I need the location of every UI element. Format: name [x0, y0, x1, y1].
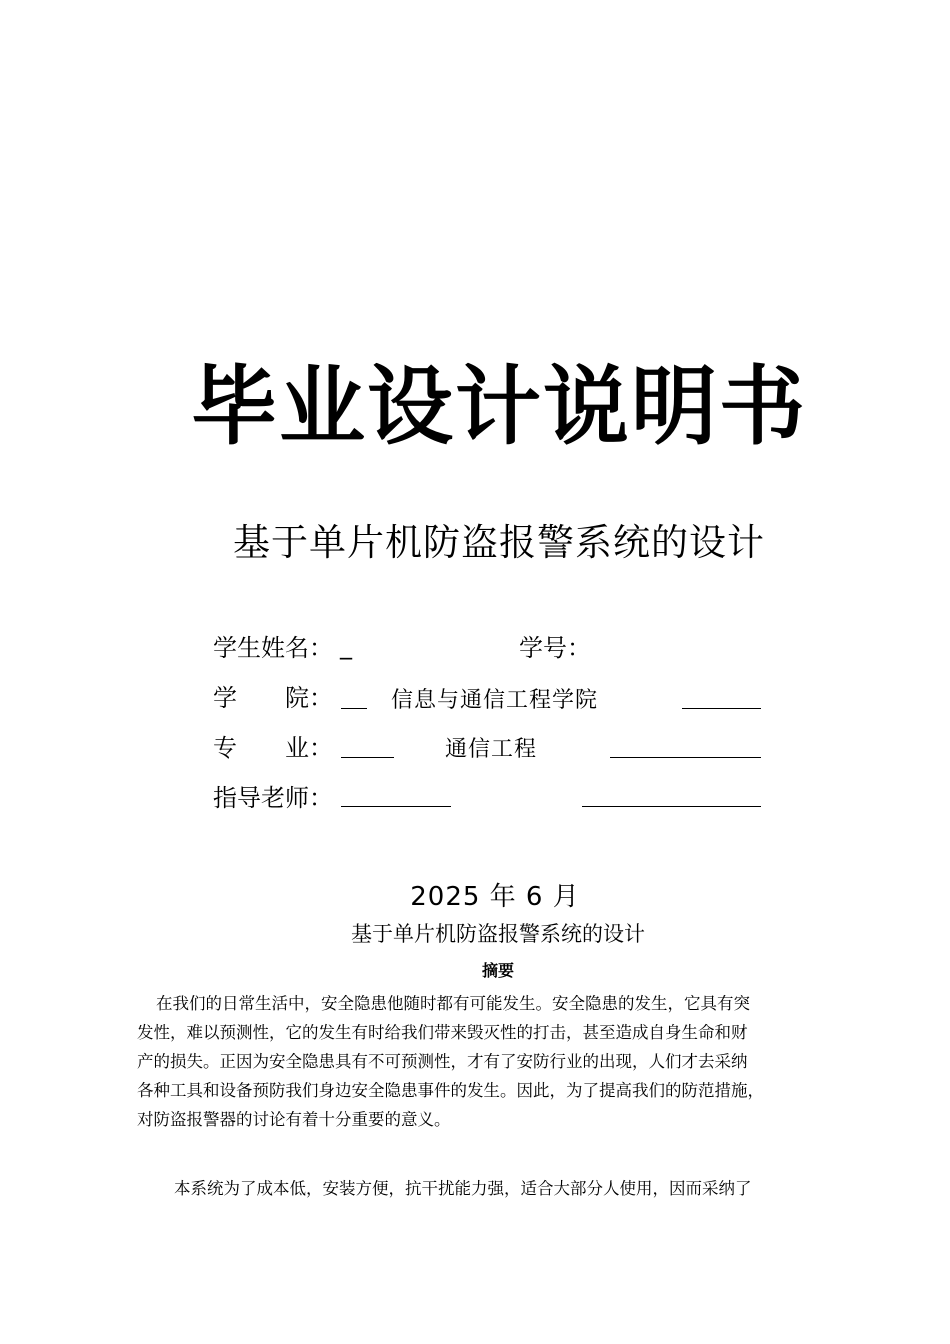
college-underline-left: [341, 708, 367, 709]
student-name-value: _: [340, 632, 352, 660]
abstract-heading: 摘要: [481, 961, 514, 980]
abstract-paragraph-1: [137, 989, 877, 1134]
college-value: 信息与通信工程学院: [391, 688, 599, 713]
paragraph-line: 各种工具和设备预防我们身边安全隐患事件的发生。因此，为了提高我们的防范措施，: [137, 1081, 764, 1100]
advisor-label: 指导老师：: [213, 784, 333, 812]
abstract-paragraph-2: [137, 1174, 877, 1203]
student-name-label: 学生姓名：: [213, 634, 333, 662]
advisor-underline-right: [582, 806, 761, 807]
cover-main-title: 毕业设计说明书: [191, 356, 807, 457]
paragraph-line: 对防盗报警器的讨论有着十分重要的意义。: [137, 1110, 451, 1129]
abstract-thesis-title: 基于单片机防盗报警系统的设计: [351, 922, 645, 946]
college-label: 学 院：: [213, 684, 333, 712]
major-label: 专 业：: [213, 734, 333, 762]
major-value: 通信工程: [445, 737, 538, 762]
paragraph-line: 在我们的日常生活中，安全隐患他随时都有可能发生。安全隐患的发生，它具有突: [156, 994, 750, 1013]
major-underline-left: [341, 757, 394, 758]
major-underline-right: [610, 757, 761, 758]
paragraph-line: 本系统为了成本低，安装方便，抗干扰能力强，适合大部分人使用，因而采纳了: [174, 1179, 752, 1198]
cover-date: 2025 年 6 月: [410, 882, 580, 912]
paragraph-line: 发性，难以预测性，它的发生有时给我们带来毁灭性的打击，甚至造成自身生命和财: [137, 1023, 748, 1042]
paragraph-line: 产的损失。正因为安全隐患具有不可预测性，才有了安防行业的出现，人们才去采纳: [137, 1052, 748, 1071]
cover-subtitle: 基于单片机防盗报警系统的设计: [233, 521, 765, 564]
student-id-label: 学号：: [519, 634, 591, 662]
college-underline-right: [682, 708, 761, 709]
advisor-underline-left: [341, 806, 451, 807]
